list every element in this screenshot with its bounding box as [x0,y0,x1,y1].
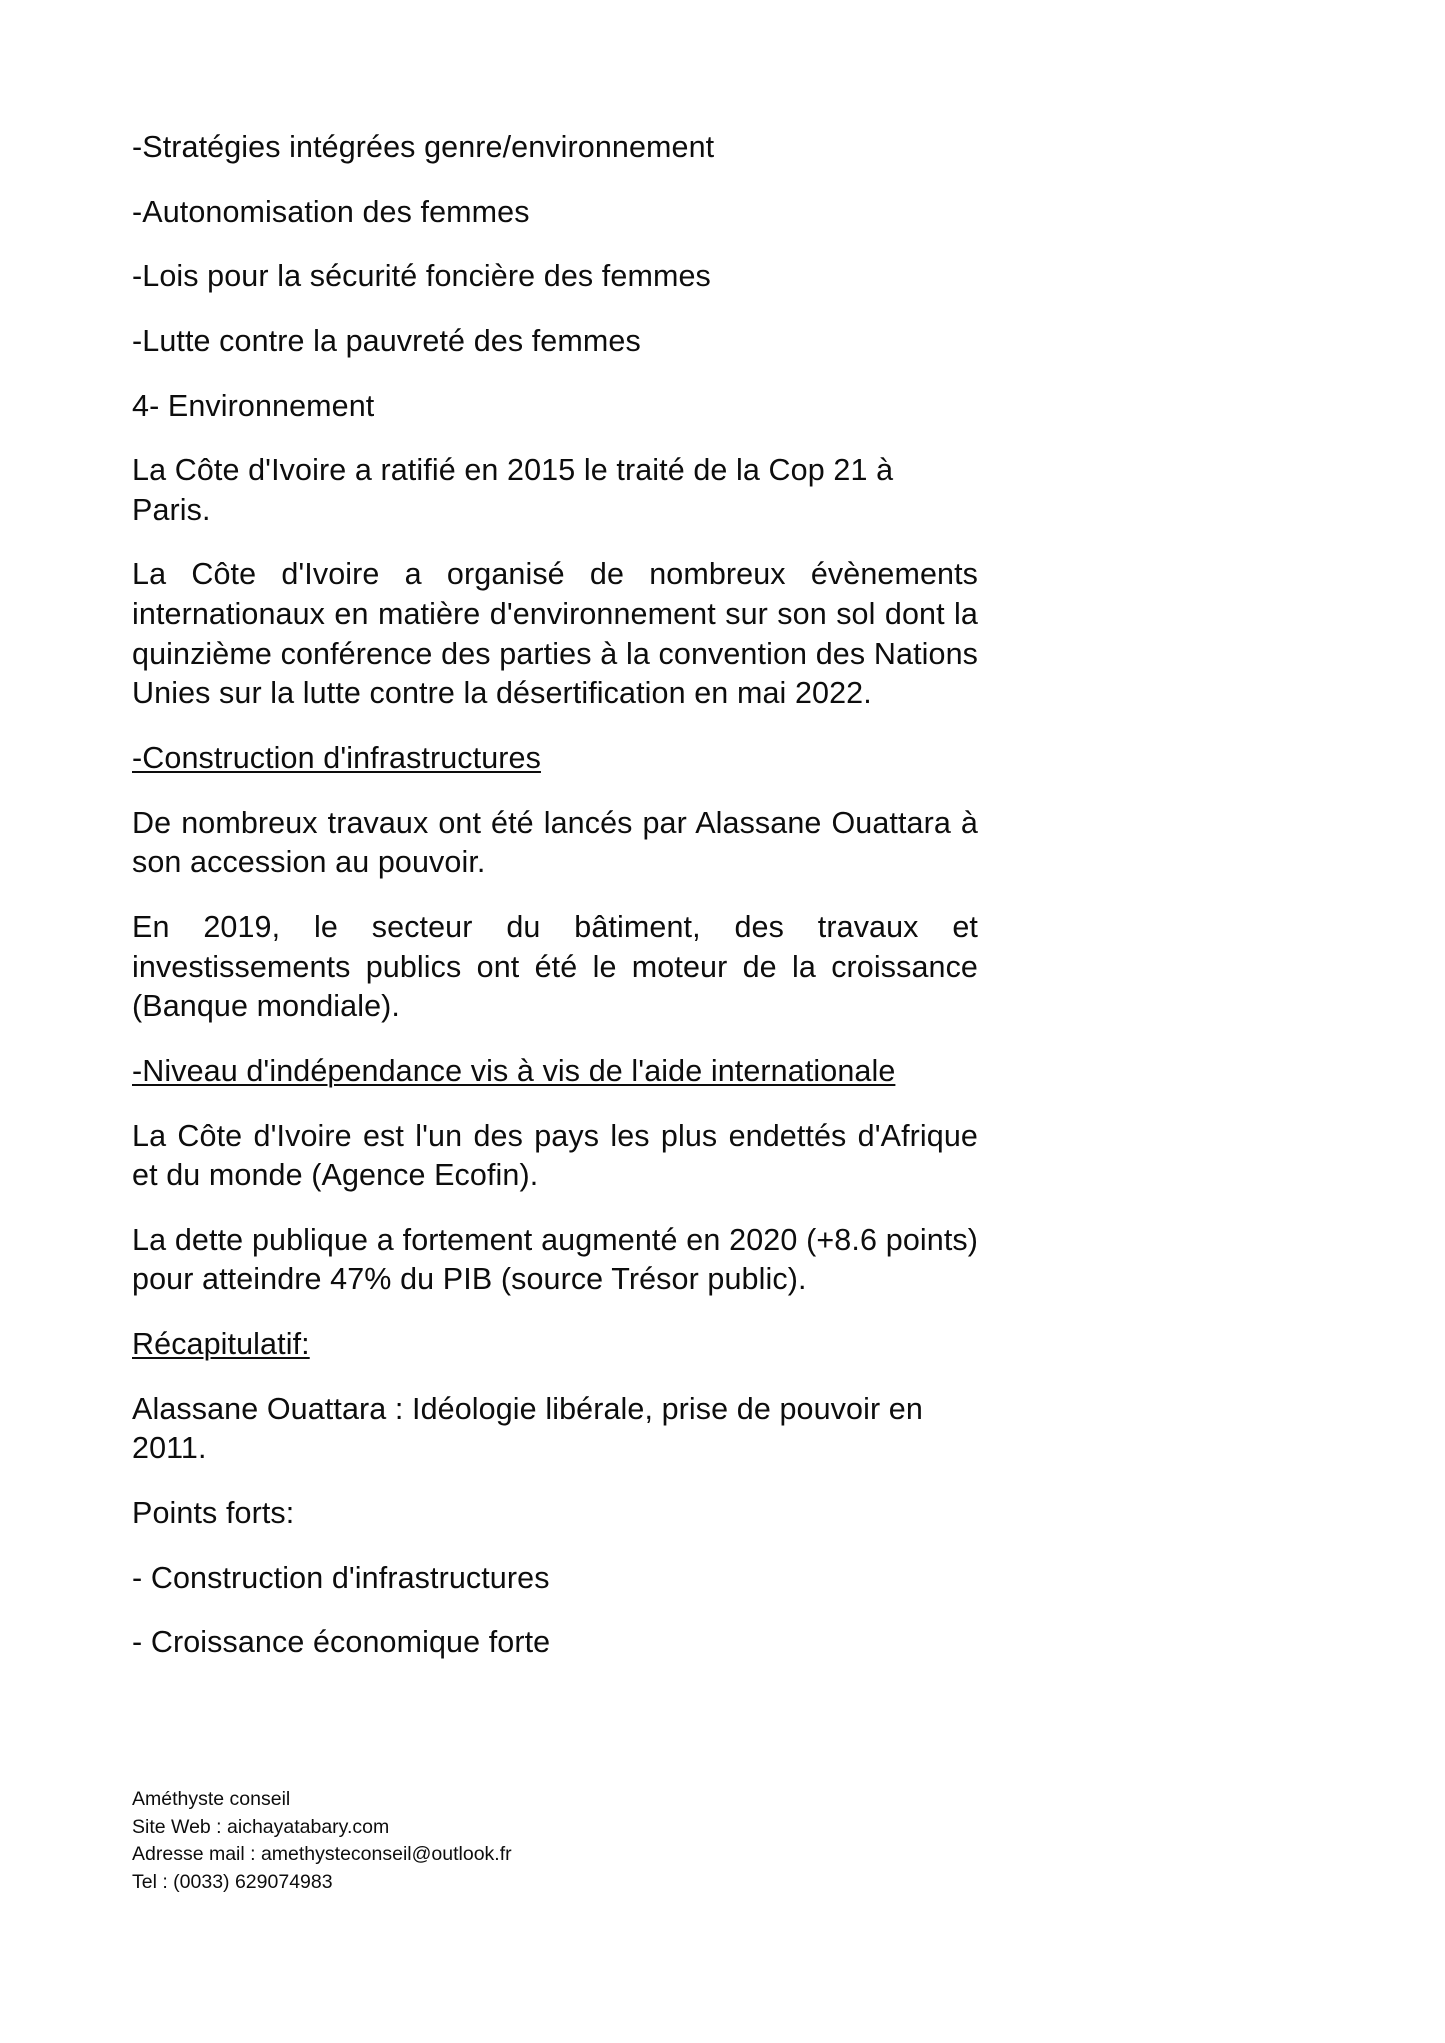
bullet-croissance-economique: - Croissance économique forte [132,1625,551,1660]
footer-email: Adresse mail : amethysteconseil@outlook.fr [132,1843,512,1866]
paragraph-integrated-strategies: -Stratégies intégrées genre/environnement [132,130,715,164]
paragraph-land-security-laws: -Lois pour la sécurité foncière des femmes [132,259,711,294]
subheading-points-forts: Points forts: [132,1496,295,1531]
heading-independence-aid: -Niveau d'indépendance vis à vis de l'aide internationale [132,1053,896,1088]
paragraph-2019-growth-driver: En 2019, le secteur du bâtiment, des travaux et investissements publics ont été le moteur de la croissance (Banque mondiale). [132,909,978,1024]
heading-construction-infrastructures: -Construction d'infrastructures [132,741,541,776]
footer-phone: Tel : (0033) 629074983 [132,1871,333,1894]
paragraph-women-poverty: -Lutte contre la pauvreté des femmes [132,323,641,358]
paragraph-women-empowerment: -Autonomisation des femmes [132,194,530,229]
paragraph-debt-level: La Côte d'Ivoire est l'un des pays les plus endettés d'Afrique et du monde (Agence Ecofin). [132,1118,978,1193]
paragraph-ouattara-summary: Alassane Ouattara : Idéologie libérale, prise de pouvoir en 2011. [132,1391,923,1466]
section-heading-environnement: 4- Environnement [132,388,375,423]
footer-website: Site Web : aichayatabary.com [132,1815,390,1838]
page-footer [132,1786,832,1897]
heading-recapitulatif: Récapitulatif: [132,1327,310,1362]
paragraph-public-works: De nombreux travaux ont été lancés par Alassane Ouattara à son accession au pouvoir. [132,805,978,880]
footer-company-name: Améthyste conseil [132,1788,291,1810]
paragraph-international-events: La Côte d'Ivoire a organisé de nombreux évènements internationaux en matière d'environnement sur son sol dont la quinzième conférence des parties à la convention des Nations Unies sur la lutte contre la désertification en mai 2022. [132,557,978,711]
paragraph-public-debt-2020: La dette publique a fortement augmenté en 2020 (+8.6 points) pour atteindre 47% du PIB (source Trésor public). [132,1222,978,1297]
paragraph-cop21-ratification: La Côte d'Ivoire a ratifié en 2015 le traité de la Cop 21 à Paris. [132,453,894,527]
document-body [132,128,978,1688]
bullet-construction-infrastructures: - Construction d'infrastructures [132,1560,550,1595]
